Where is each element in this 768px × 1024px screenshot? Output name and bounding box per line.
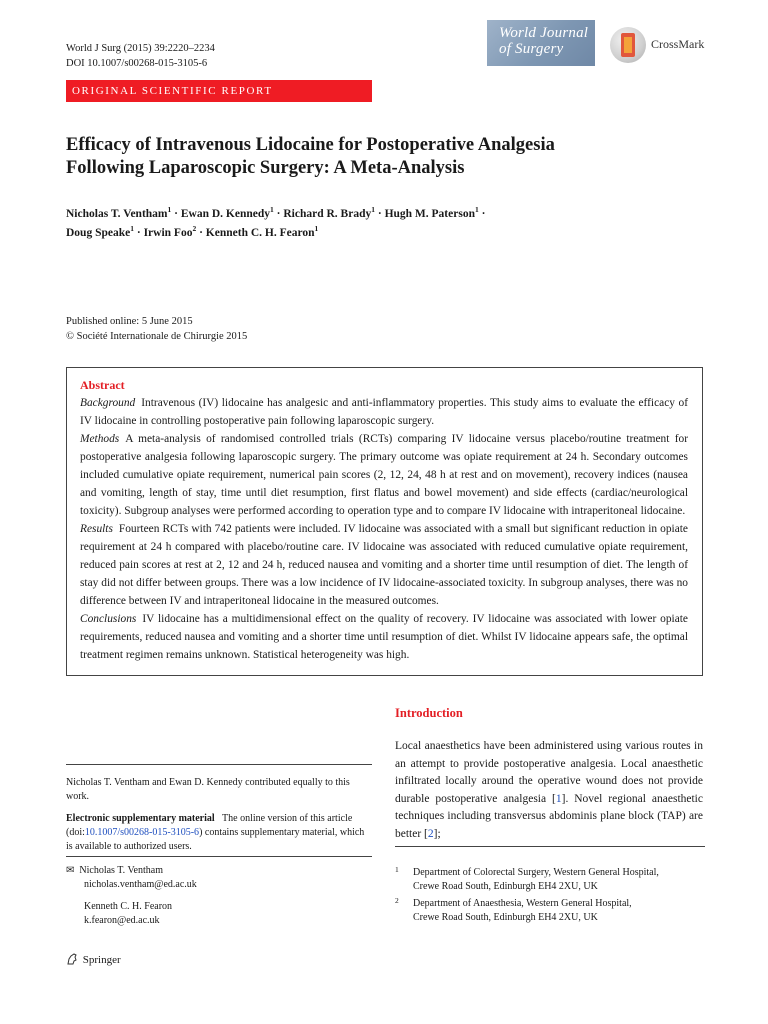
author-affiliation-marker: 1	[474, 205, 479, 215]
esm-text: ) contains supplementary material, which is available to authorized users.	[66, 827, 365, 852]
copyright-notice: © Société Internationale de Chirurgie 2015	[66, 331, 248, 342]
conclusions-text: IV lidocaine has a multidimensional effect on the quality of recovery. IV lidocaine was associated with lower opiate requirements, reduced nausea and vomiting and a shorter time until resumption of diet. Whilst IV lidocaine appears safe, the optimal treatment regimen remains unknown. Statistical heterogeneity was high.	[80, 613, 688, 661]
affiliation-2	[395, 897, 705, 927]
author-affiliation-marker: 1	[371, 205, 375, 215]
journal-logo-text: World Journal of Surgery	[499, 25, 589, 57]
affiliation-number: 2	[395, 896, 399, 905]
esm-text: The online version of this article (doi:	[66, 813, 353, 838]
author-name: Richard R. Brady	[283, 208, 372, 220]
corr-name: Kenneth C. H. Fearon	[84, 901, 173, 912]
intro-text-part: ];	[433, 827, 441, 840]
corresponding-author-1	[66, 864, 372, 878]
author-line-2: Doug Speake$^1$ · Irwin Foo$^2$ · Kenneth C. H. Fearon$^1$	[66, 224, 319, 239]
supplementary-material-note	[66, 812, 372, 854]
affiliation-line: Crewe Road South, Edinburgh EH4 2XU, UK	[413, 881, 598, 892]
author-name: Nicholas T. Ventham	[66, 208, 168, 220]
abstract-box	[66, 367, 703, 676]
methods-text: A meta-analysis of randomised controlled trials (RCTs) comparing IV lidocaine versus placebo/routine treatment for postoperative analgesia following laparoscopic surgery. The primary outcome was opiate requirement at 24 h. Secondary outcomes included cumulative opiate requirement, numerical pain scores (2, 12, 24, 48 h at rest and on movement), recovery indices (nausea and vomiting, length of stay, time until diet resumption, first flatus and bowel movement) and side effects (cardiac/neurological toxicity). Subgroup analyses were performed according to operation type and to compare IV lidocaine with intraperitoneal lidocaine.	[80, 433, 688, 517]
correspondence-divider	[66, 856, 372, 857]
journal-citation: World J Surg (2015) 39:2220–2234	[66, 43, 215, 54]
published-date: Published online: 5 June 2015	[66, 316, 193, 327]
author-affiliation-marker: 1	[130, 224, 134, 234]
author-list	[66, 205, 706, 243]
article-category-banner: ORIGINAL SCIENTIFIC REPORT	[66, 80, 372, 102]
abstract-results	[80, 520, 688, 610]
equal-contribution-note: Nicholas T. Ventham and Ewan D. Kennedy contributed equally to this work.	[66, 777, 350, 802]
abstract-heading: Abstract	[80, 378, 125, 392]
background-label: Background	[80, 397, 136, 409]
article-title	[66, 134, 706, 180]
author-name: Kenneth C. H. Fearon	[205, 227, 315, 239]
abstract-methods	[80, 430, 688, 520]
envelope-icon: ✉	[66, 865, 75, 876]
citation-link[interactable]: 2	[427, 827, 434, 840]
corr-email[interactable]: k.fearon@ed.ac.uk	[84, 915, 160, 926]
introduction-text	[395, 738, 703, 843]
crossmark-icon	[610, 27, 646, 63]
crossmark-badge[interactable]	[610, 27, 722, 67]
affiliation-1	[395, 866, 705, 896]
footnote-divider	[66, 764, 372, 765]
affiliation-line: Crewe Road South, Edinburgh EH4 2XU, UK	[413, 912, 598, 923]
esm-doi-link[interactable]: 10.1007/s00268-015-3105-6	[84, 827, 200, 838]
corr-email[interactable]: nicholas.ventham@ed.ac.uk	[84, 879, 197, 890]
methods-label: Methods	[80, 433, 120, 445]
crossmark-label: CrossMark	[651, 37, 705, 51]
author-name: Doug Speake	[66, 227, 131, 239]
results-text: Fourteen RCTs with 742 patients were included. IV lidocaine was associated with a small but significant reduction in opiate requirement at 24 h compared with placebo/routine care. IV lidocaine was associated with reduced cumulative opiate requirement, reduced pain scores at rest at 2, 12 and 24 h, reduced nausea and vomiting and a shorter time until resumption of diet. The length of stay did not differ between groups. There was a low incidence of IV lidocaine-associated toxicity. In subgroup analyses, there was no difference between IV and intraperitoneal lidocaine in the measured outcomes.	[80, 523, 688, 607]
publication-info	[66, 314, 247, 344]
title-line-1: Efficacy of Intravenous Lidocaine for Postoperative Analgesia	[66, 135, 555, 155]
author-affiliation-marker: 1	[270, 205, 274, 215]
affiliation-number: 1	[395, 865, 399, 874]
affiliation-line: Department of Anaesthesia, Western General Hospital,	[413, 898, 632, 909]
conclusions-label: Conclusions	[80, 613, 137, 625]
corr-name: Nicholas T. Ventham	[79, 865, 163, 876]
abstract-background	[80, 394, 688, 430]
article-doi: DOI 10.1007/s00268-015-3105-6	[66, 58, 208, 69]
author-affiliation-marker: 1	[167, 205, 172, 215]
author-name: Ewan D. Kennedy	[180, 208, 271, 220]
background-text: Intravenous (IV) lidocaine has analgesic and anti-inflammatory properties. This study aims to evaluate the efficacy of IV lidocaine in controlling postoperative pain following laparoscopic surgery.	[80, 397, 688, 427]
abstract-conclusions	[80, 610, 688, 664]
results-label: Results	[80, 523, 113, 535]
title-line-2: Following Laparoscopic Surgery: A Meta-Analysis	[66, 158, 465, 178]
author-line-1: Nicholas T. Ventham$^1$ · Ewan D. Kennedy$^1$ · Richard R. Brady$^1$ · Hugh M. Paterson$^1$ ·	[66, 205, 486, 220]
author-affiliation-marker: 2	[192, 224, 197, 234]
affiliation-divider	[395, 846, 705, 847]
citation-link[interactable]: 1	[555, 792, 562, 805]
author-affiliation-marker: 1	[314, 224, 319, 234]
affiliation-line: Department of Colorectal Surgery, Western General Hospital,	[413, 867, 659, 878]
springer-horse-icon	[66, 953, 78, 965]
author-name: Irwin Foo	[143, 227, 193, 239]
citation-header	[66, 41, 215, 71]
intro-text-part: ]. Novel regional anaesthetic techniques including transversus abdominis plane block (TAP) are better [	[395, 792, 703, 840]
esm-label: Electronic supplementary material	[66, 813, 215, 824]
publisher-footer	[66, 953, 121, 966]
journal-logo	[487, 20, 595, 66]
intro-text-part: Local anaesthetics have been administered using various routes in an attempt to provide postoperative analgesia. Local anaesthetic infiltrated locally around the operative wound does not provide durable postoperative analgesia [	[395, 740, 703, 805]
introduction-heading: Introduction	[395, 706, 463, 720]
correspondence-block	[66, 864, 372, 928]
publisher-name: Springer	[82, 954, 121, 966]
author-name: Hugh M. Paterson	[384, 208, 475, 220]
